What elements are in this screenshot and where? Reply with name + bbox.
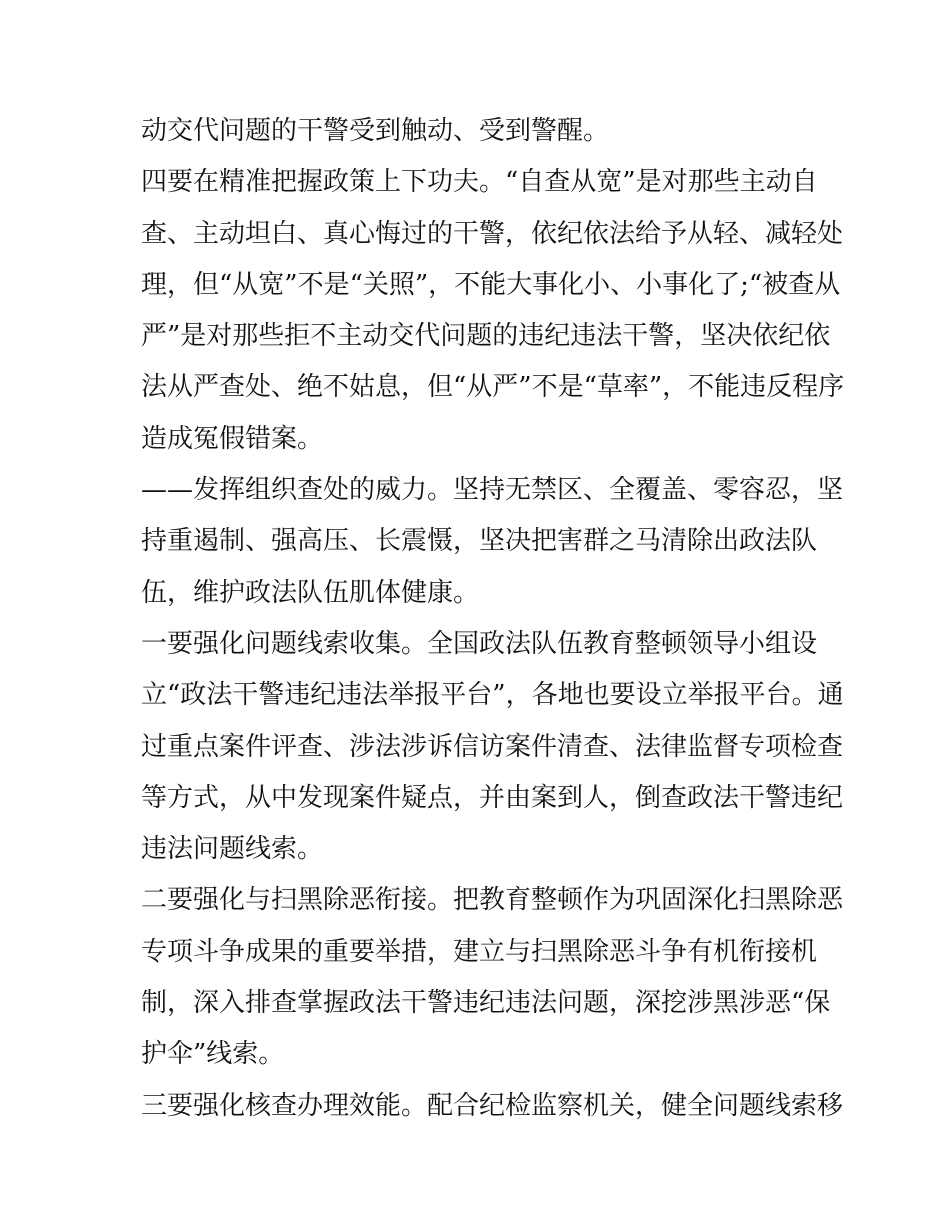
text-line: 持重遏制、强高压、长震慑，坚决把害群之马清除出政法队 xyxy=(141,526,818,557)
text-line: 三要强化核查办理效能。配合纪检监察机关，健全问题线索移 xyxy=(141,1090,844,1121)
text-line: 护伞”线索。 xyxy=(141,1039,285,1070)
text-line: 制，深入排查掌握政法干警违纪违法问题，深挖涉黑涉恶“保 xyxy=(141,988,831,1019)
text-line: ——发挥组织查处的威力。坚持无禁区、全覆盖、零容忍，坚 xyxy=(141,475,844,506)
text-line: 动交代问题的干警受到触动、受到警醒。 xyxy=(141,116,610,146)
text-line: 法从严查处、绝不姑息，但“从严”不是“草率”，不能违反程序 xyxy=(141,372,845,403)
text-line: 造成冤假错案。 xyxy=(141,423,324,454)
text-line: 等方式，从中发现案件疑点，并由案到人，倒查政法干警违纪 xyxy=(141,782,844,813)
text-line: 专项斗争成果的重要举措，建立与扫黑除恶斗争有机衔接机 xyxy=(141,936,818,967)
text-line: 查、主动坦白、真心悔过的干警，依纪依法给予从轻、减轻处 xyxy=(141,218,844,249)
text-line: 过重点案件评查、涉法涉诉信访案件清查、法律监督专项检查 xyxy=(141,731,844,762)
text-line: 严”是对那些拒不主动交代问题的违纪违法干警，坚决依纪依 xyxy=(141,321,831,352)
text-line: 四要在精准把握政策上下功夫。“自查从宽”是对那些主动自 xyxy=(141,167,818,198)
text-line: 立“政法干警违纪违法举报平台”，各地也要设立举报平台。通 xyxy=(141,680,844,711)
text-line: 一要强化问题线索收集。全国政法队伍教育整顿领导小组设 xyxy=(141,628,818,659)
document-body xyxy=(141,106,845,1132)
text-line: 理，但“从宽”不是“关照”，不能大事化小、小事化了;“被查从 xyxy=(141,269,841,300)
text-line: 二要强化与扫黑除恶衔接。把教育整顿作为巩固深化扫黑除恶 xyxy=(141,885,844,916)
text-line: 伍，维护政法队伍肌体健康。 xyxy=(141,577,480,608)
text-line: 违法问题线索。 xyxy=(141,834,324,865)
